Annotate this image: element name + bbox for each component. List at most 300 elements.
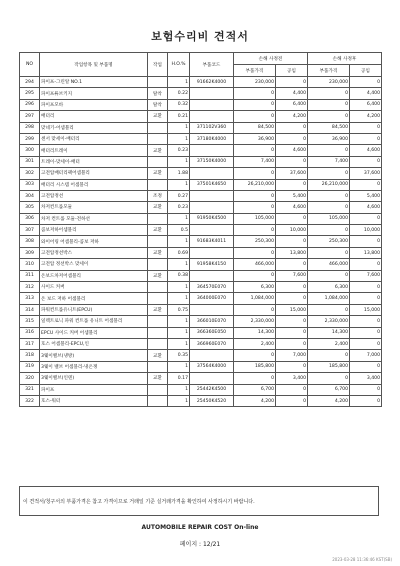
cell-hours: 1 [168, 316, 190, 327]
table-row [20, 202, 382, 213]
cell-al: 0 [350, 133, 382, 144]
cell-bl: 0 [276, 122, 308, 133]
cell-no: 305 [20, 202, 40, 213]
cell-al: 0 [350, 213, 382, 224]
table-row [20, 282, 382, 293]
cell-bp: 26,210,000 [234, 179, 276, 190]
cell-hours: 1 [168, 293, 190, 304]
cell-work [148, 384, 168, 395]
cell-bp: 14,300 [234, 327, 276, 338]
cell-no: 301 [20, 156, 40, 167]
table-row [20, 213, 382, 224]
cell-item: 고전압정션박스 [40, 247, 148, 258]
cell-item: 3웨이밸브(냉방) [40, 350, 148, 361]
cell-bp: 36,900 [234, 133, 276, 144]
cell-item: 배터리 시스템 어셈블리 [40, 179, 148, 190]
cell-work [148, 395, 168, 406]
cell-bl: 13,800 [276, 247, 308, 258]
cell-bp: 0 [234, 225, 276, 236]
cell-code [190, 202, 234, 213]
cell-item: 사이드 커버 [40, 282, 148, 293]
cell-bl: 0 [276, 361, 308, 372]
cell-al: 5,400 [350, 190, 382, 201]
cell-no: 311 [20, 270, 40, 281]
cell-bp: 105,000 [234, 213, 276, 224]
cell-no: 296 [20, 99, 40, 110]
cell-code: 25450K4520 [190, 395, 234, 406]
cell-al: 10,000 [350, 225, 382, 236]
cell-code: 366960E070 [190, 338, 234, 349]
cell-al: 6,400 [350, 99, 382, 110]
cell-no: 307 [20, 225, 40, 236]
table-row [20, 133, 382, 144]
cell-bl: 0 [276, 236, 308, 247]
cell-ap: 1,084,000 [308, 293, 350, 304]
header-before-parts: 부품가격 [234, 65, 276, 77]
cell-no: 312 [20, 282, 40, 293]
estimate-table [19, 52, 382, 407]
cell-code [190, 168, 234, 179]
cell-hours: 0.69 [168, 247, 190, 258]
cell-bl: 4,600 [276, 145, 308, 156]
cell-hours: 1 [168, 179, 190, 190]
cell-ap: 84,500 [308, 122, 350, 133]
cell-al: 0 [350, 293, 382, 304]
cell-ap: 2,330,000 [308, 316, 350, 327]
cell-ap: 0 [308, 190, 350, 201]
cell-no: 322 [20, 395, 40, 406]
cell-item: 파워컨트롤유니트(EPCU) [40, 304, 148, 315]
cell-item: 고전압배터리팩어셈블리 [40, 168, 148, 179]
cell-code [190, 270, 234, 281]
header-hours: H.O.% [168, 53, 190, 77]
header-after-labor: 공임 [350, 65, 382, 77]
cell-bl: 0 [276, 338, 308, 349]
cell-hours: 1 [168, 236, 190, 247]
cell-hours: 0.21 [168, 111, 190, 122]
cell-bp: 466,000 [234, 259, 276, 270]
cell-al: 13,800 [350, 247, 382, 258]
cell-ap: 0 [308, 88, 350, 99]
cell-hours: 1 [168, 361, 190, 372]
cell-bl: 0 [276, 293, 308, 304]
cell-work: 교환 [148, 270, 168, 281]
cell-no: 315 [20, 316, 40, 327]
cell-hours: 0.35 [168, 350, 190, 361]
cell-item: 차저컨트롤모듈 [40, 202, 148, 213]
cell-code: 364000E070 [190, 293, 234, 304]
cell-hours: 0.23 [168, 145, 190, 156]
cell-bl: 0 [276, 395, 308, 406]
table-row [20, 304, 382, 315]
cell-item: 3웨이 밸브 어셈블리-냉온쟁 [40, 361, 148, 372]
cell-item: 파이프모바 [40, 99, 148, 110]
cell-hours: 1 [168, 133, 190, 144]
cell-bp: 0 [234, 247, 276, 258]
cell-no: 310 [20, 259, 40, 270]
table-row [20, 270, 382, 281]
cell-code [190, 99, 234, 110]
cell-work [148, 156, 168, 167]
cell-hours: 1 [168, 213, 190, 224]
cell-code: 91958K4150 [190, 259, 234, 270]
table-row [20, 236, 382, 247]
cell-hours: 1 [168, 282, 190, 293]
cell-item: 파이프-그린알 NO.1 [40, 77, 148, 88]
cell-ap: 36,900 [308, 133, 350, 144]
cell-item: 고전압 정션박스 맞세이 [40, 259, 148, 270]
cell-al: 7,000 [350, 350, 382, 361]
cell-ap: 0 [308, 145, 350, 156]
cell-no: 319 [20, 361, 40, 372]
cell-code: 37501K4650 [190, 179, 234, 190]
cell-ap: 105,000 [308, 213, 350, 224]
cell-bp: 0 [234, 88, 276, 99]
cell-work [148, 327, 168, 338]
cell-no: 294 [20, 77, 40, 88]
cell-bl: 5,400 [276, 190, 308, 201]
cell-item: 파이프튜브키지 [40, 88, 148, 99]
cell-al: 0 [350, 156, 382, 167]
cell-no: 295 [20, 88, 40, 99]
cell-al: 0 [350, 384, 382, 395]
cell-hours: 1 [168, 156, 190, 167]
cell-bl: 0 [276, 77, 308, 88]
cell-no: 317 [20, 338, 40, 349]
cell-work [148, 236, 168, 247]
cell-hours: 1.88 [168, 168, 190, 179]
cell-code [190, 225, 234, 236]
header-code: 부품코드 [190, 53, 234, 77]
cell-code [190, 350, 234, 361]
cell-ap: 250,300 [308, 236, 350, 247]
cell-item: 배터리트레이 [40, 145, 148, 156]
cell-bl: 0 [276, 282, 308, 293]
cell-code [190, 111, 234, 122]
cell-hours: 1 [168, 338, 190, 349]
cell-ap: 185,800 [308, 361, 350, 372]
cell-work: 교환 [148, 145, 168, 156]
cell-bl: 4,400 [276, 88, 308, 99]
cell-item: 맞네기-어셈블리 [40, 122, 148, 133]
cell-ap: 0 [308, 270, 350, 281]
cell-bl: 7,600 [276, 270, 308, 281]
cell-bl: 0 [276, 133, 308, 144]
cell-work: 교환 [148, 168, 168, 179]
cell-bp: 6,300 [234, 282, 276, 293]
cell-al: 0 [350, 236, 382, 247]
cell-al: 0 [350, 316, 382, 327]
cell-bp: 0 [234, 168, 276, 179]
cell-work: 교환 [148, 373, 168, 384]
cell-bp: 0 [234, 145, 276, 156]
cell-al: 37,600 [350, 168, 382, 179]
cell-ap: 14,300 [308, 327, 350, 338]
cell-hours: 1 [168, 259, 190, 270]
cell-hours: 1 [168, 395, 190, 406]
cell-hours: 1 [168, 77, 190, 88]
cell-item: 호스 어셈블리-EPCU,인 [40, 338, 148, 349]
cell-code: 366360E050 [190, 327, 234, 338]
cell-code: 37150K4000 [190, 156, 234, 167]
cell-bp: 0 [234, 111, 276, 122]
document-title: 보험수리비 견적서 [151, 30, 249, 43]
cell-al: 15,000 [350, 304, 382, 315]
cell-work: 탈착 [148, 99, 168, 110]
cell-bp: 250,300 [234, 236, 276, 247]
cell-al: 0 [350, 282, 382, 293]
table-row [20, 350, 382, 361]
cell-bp: 2,330,000 [234, 316, 276, 327]
cell-ap: 0 [308, 373, 350, 384]
cell-hours: 0.17 [168, 373, 190, 384]
cell-al: 4,400 [350, 88, 382, 99]
cell-bp: 84,500 [234, 122, 276, 133]
cell-work [148, 361, 168, 372]
table-row [20, 168, 382, 179]
table-row [20, 373, 382, 384]
table-row [20, 77, 382, 88]
header-before-group: 손해 사정전 [234, 53, 308, 65]
cell-work: 교환 [148, 202, 168, 213]
cell-no: 314 [20, 304, 40, 315]
cell-code [190, 88, 234, 99]
table-row [20, 384, 382, 395]
table-row [20, 225, 382, 236]
cell-work [148, 282, 168, 293]
header-after-group: 손해 사정후 [308, 53, 382, 65]
cell-ap: 6,300 [308, 282, 350, 293]
cell-ap: 4,200 [308, 395, 350, 406]
table-row [20, 190, 382, 201]
cell-no: 308 [20, 236, 40, 247]
cell-no: 300 [20, 145, 40, 156]
cell-ap: 0 [308, 99, 350, 110]
cell-code [190, 145, 234, 156]
cell-bl: 0 [276, 259, 308, 270]
table-row [20, 247, 382, 258]
cell-bp: 185,800 [234, 361, 276, 372]
table-row [20, 111, 382, 122]
cell-code: 91683K4011 [190, 236, 234, 247]
cell-code: 366010E070 [190, 316, 234, 327]
cell-ap: 2,400 [308, 338, 350, 349]
cell-ap: 0 [308, 350, 350, 361]
cell-code: 37564K4000 [190, 361, 234, 372]
cell-code: 91662K4000 [190, 77, 234, 88]
cell-ap: 7,400 [308, 156, 350, 167]
cell-bp: 0 [234, 202, 276, 213]
cell-al: 0 [350, 259, 382, 270]
cell-bp: 4,200 [234, 395, 276, 406]
cell-no: 318 [20, 350, 40, 361]
cell-al: 0 [350, 179, 382, 190]
timestamp-stamp: 2023-03-28 11:36:46 KST(SB) [332, 557, 392, 562]
cell-ap: 230,000 [308, 77, 350, 88]
cell-ap: 0 [308, 247, 350, 258]
cell-bl: 37,600 [276, 168, 308, 179]
cell-item: 차저 컨트롤 모듈-전하션 [40, 213, 148, 224]
table-row [20, 293, 382, 304]
table-row [20, 316, 382, 327]
cell-item: 트레이-맞세이-배터 [40, 156, 148, 167]
page-number: 페이지 : 12/21 [179, 541, 221, 548]
cell-al: 3,400 [350, 373, 382, 384]
cell-item: 호스-워터 [40, 395, 148, 406]
cell-work [148, 179, 168, 190]
table-row [20, 99, 382, 110]
cell-no: 320 [20, 373, 40, 384]
cell-al: 4,200 [350, 111, 382, 122]
cell-ap: 0 [308, 225, 350, 236]
cell-code [190, 304, 234, 315]
cell-no: 321 [20, 384, 40, 395]
cell-bp: 0 [234, 99, 276, 110]
cell-code: 37180K4000 [190, 133, 234, 144]
cell-item: 온보드차저어셈블리 [40, 270, 148, 281]
table-header-row [20, 53, 382, 65]
cell-bp: 0 [234, 304, 276, 315]
cell-hours: 0.75 [168, 304, 190, 315]
cell-work [148, 133, 168, 144]
cell-al: 0 [350, 122, 382, 133]
cell-al: 4,600 [350, 145, 382, 156]
cell-item: 배터리 [40, 111, 148, 122]
cell-work [148, 259, 168, 270]
cell-item: 콤보저하어셈블리 [40, 225, 148, 236]
cell-ap: 0 [308, 111, 350, 122]
cell-bl: 0 [276, 327, 308, 338]
cell-work: 조정 [148, 190, 168, 201]
cell-code: 364570E070 [190, 282, 234, 293]
cell-item: 3웨이밸브(인덴) [40, 373, 148, 384]
cell-bl: 0 [276, 213, 308, 224]
cell-no: 316 [20, 327, 40, 338]
header-no: NO [20, 53, 40, 77]
table-row [20, 122, 382, 133]
cell-hours: 0.22 [168, 88, 190, 99]
cell-hours: 1 [168, 327, 190, 338]
cell-bp: 1,084,000 [234, 293, 276, 304]
cell-bl: 15,000 [276, 304, 308, 315]
cell-bp: 230,000 [234, 77, 276, 88]
cell-work: 교환 [148, 350, 168, 361]
cell-item: EPCU 사이드 커버 어셈블리 [40, 327, 148, 338]
cell-no: 303 [20, 179, 40, 190]
header-item: 작업항목 및 부품명 [40, 53, 148, 77]
cell-work [148, 77, 168, 88]
cell-item: 고전압정션 [40, 190, 148, 201]
cell-item: 센서 맞세이-배터리 [40, 133, 148, 144]
cell-bp: 0 [234, 373, 276, 384]
cell-bl: 3,400 [276, 373, 308, 384]
cell-work [148, 316, 168, 327]
cell-work: 교환 [148, 247, 168, 258]
cell-bp: 2,400 [234, 338, 276, 349]
cell-bp: 0 [234, 190, 276, 201]
cell-bp: 6,700 [234, 384, 276, 395]
cell-code: 25442K4500 [190, 384, 234, 395]
cell-item: 일렉트로닉 파워 컨트롤 유니트 어셈블리 [40, 316, 148, 327]
cell-no: 309 [20, 247, 40, 258]
table-row [20, 179, 382, 190]
cell-bl: 7,000 [276, 350, 308, 361]
table-row [20, 145, 382, 156]
cell-al: 0 [350, 327, 382, 338]
cell-bl: 4,600 [276, 202, 308, 213]
cell-work [148, 338, 168, 349]
cell-bl: 4,200 [276, 111, 308, 122]
cell-bp: 7,400 [234, 156, 276, 167]
cell-hours: 0.23 [168, 202, 190, 213]
cell-hours: 0.5 [168, 225, 190, 236]
cell-hours: 1 [168, 384, 190, 395]
table-row [20, 395, 382, 406]
table-row [20, 88, 382, 99]
cell-bp: 0 [234, 270, 276, 281]
cell-work [148, 213, 168, 224]
cell-hours: 0.32 [168, 99, 190, 110]
table-row [20, 361, 382, 372]
cell-code [190, 190, 234, 201]
cell-work: 교환 [148, 304, 168, 315]
cell-al: 7,600 [350, 270, 382, 281]
cell-no: 302 [20, 168, 40, 179]
cell-code [190, 373, 234, 384]
cell-item: 파이프 [40, 384, 148, 395]
cell-no: 304 [20, 190, 40, 201]
cell-item: 와이어링 어셈블리-콤보 저하 [40, 236, 148, 247]
cell-no: 298 [20, 122, 40, 133]
cell-hours: 0.27 [168, 190, 190, 201]
cell-work [148, 122, 168, 133]
cell-ap: 6,700 [308, 384, 350, 395]
cell-al: 4,600 [350, 202, 382, 213]
cell-item: 온 보드 저하 어셈블리 [40, 293, 148, 304]
cell-work: 교환 [148, 111, 168, 122]
cell-bp: 0 [234, 350, 276, 361]
cell-al: 0 [350, 77, 382, 88]
table-row [20, 327, 382, 338]
cell-al: 0 [350, 395, 382, 406]
cell-no: 306 [20, 213, 40, 224]
cell-bl: 0 [276, 384, 308, 395]
cell-hours: 0.38 [168, 270, 190, 281]
cell-bl: 0 [276, 316, 308, 327]
cell-hours: 1 [168, 122, 190, 133]
cell-code: 371102V360 [190, 122, 234, 133]
cell-ap: 0 [308, 304, 350, 315]
cell-no: 297 [20, 111, 40, 122]
footer-title: AUTOMOBILE REPAIR COST On-line [141, 524, 259, 531]
header-work: 작업 [148, 53, 168, 77]
cell-no: 299 [20, 133, 40, 144]
cell-ap: 466,000 [308, 259, 350, 270]
cell-al: 0 [350, 338, 382, 349]
table-row [20, 259, 382, 270]
header-after-parts: 부품가격 [308, 65, 350, 77]
cell-work: 탈착 [148, 88, 168, 99]
table-row [20, 156, 382, 167]
cell-no: 313 [20, 293, 40, 304]
cell-bl: 6,400 [276, 99, 308, 110]
cell-al: 0 [350, 361, 382, 372]
cell-code [190, 247, 234, 258]
cell-ap: 0 [308, 202, 350, 213]
cell-code: 91950K4500 [190, 213, 234, 224]
cell-ap: 26,210,000 [308, 179, 350, 190]
cell-work [148, 293, 168, 304]
